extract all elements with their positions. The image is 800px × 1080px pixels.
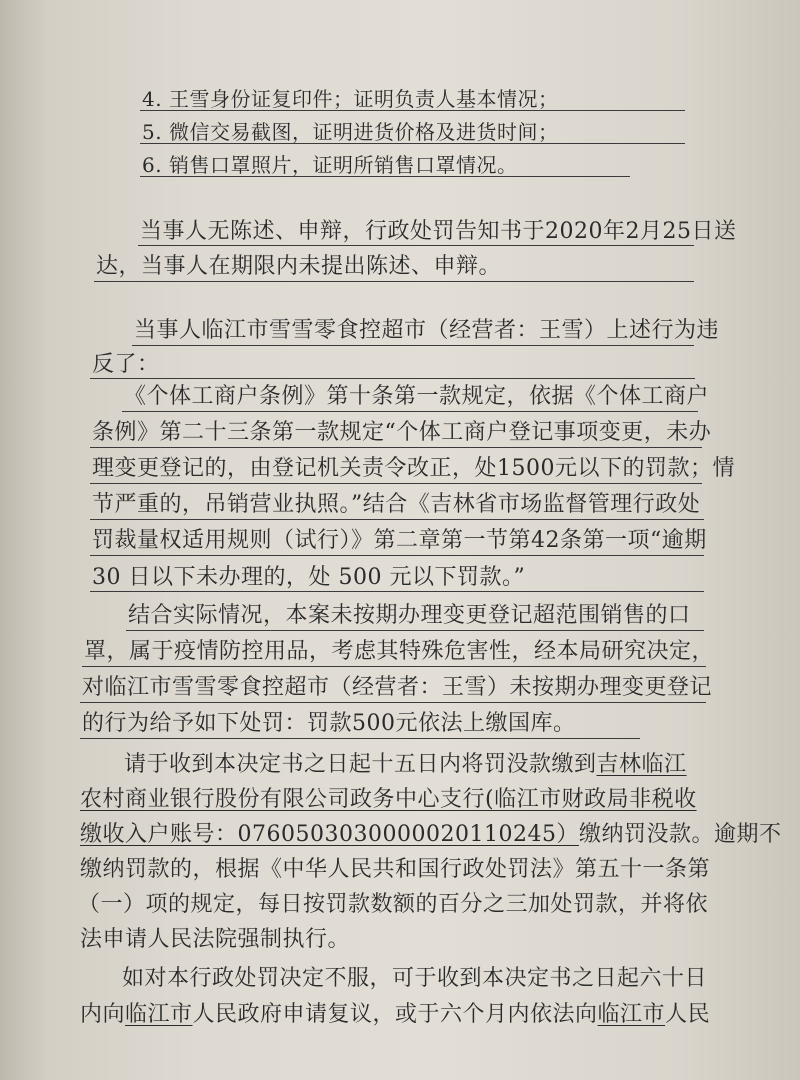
decision-line-4: 的行为给予如下处罚：罚款500元依法上缴国库。 [82, 711, 576, 736]
underline [82, 666, 706, 667]
underline [138, 245, 694, 246]
appeal-line-2 [80, 1002, 710, 1028]
payment-line-1 [124, 752, 687, 778]
statement-line-1: 当事人无陈述、申辩，行政处罚告知书于2020年2月25日送 [140, 219, 737, 244]
appeal-text: 人民 [665, 1002, 711, 1027]
underline [90, 555, 704, 556]
evidence-item-5: 5. 微信交易截图，证明进货价格及进货时间； [142, 120, 559, 144]
appeal-text: 内向 [80, 1002, 126, 1027]
statement-line-2: 达，当事人在期限内未提出陈述、申辩。 [96, 254, 502, 279]
regulation-line-4: 节严重的，吊销营业执照。”结合《吉林省市场监督管理行政处 [92, 492, 701, 517]
city-name-underlined: 临江市 [125, 1002, 193, 1027]
underline [90, 378, 695, 379]
underline [140, 143, 685, 144]
underline [126, 630, 704, 631]
decision-line-2: 罩，属于疫情防控用品，考虑其特殊危害性，经本局研究决定， [84, 639, 715, 664]
regulation-line-2: 条例》第二十三条第一款规定“个体工商户登记事项变更，未办 [92, 420, 712, 445]
underline [140, 110, 685, 111]
payment-line-4: 缴纳罚款的，根据《中华人民共和国行政处罚法》第五十一条第 [80, 857, 711, 882]
bank-name-underlined: 农村商业银行股份有限公司政务中心支行(临江市财政局非税收 [80, 787, 697, 812]
evidence-item-4: 4. 王雪身份证复印件；证明负责人基本情况； [142, 87, 559, 111]
underline [140, 176, 630, 177]
regulation-line-3: 理变更登记的，由登记机关责令改正，处1500元以下的罚款；情 [92, 456, 735, 481]
appeal-text: 人民政府申请复议，或于六个月内依法向 [192, 1002, 598, 1027]
decision-line-1: 结合实际情况，本案未按期办理变更登记超范围销售的口 [128, 603, 691, 628]
payment-line-3 [80, 822, 781, 848]
city-name-underlined: 临江市 [597, 1002, 666, 1027]
regulation-line-5: 罚裁量权适用规则（试行）》第二章第一节第42条第一项“逾期 [92, 528, 707, 553]
payment-line-5: （一）项的规定，每日按罚款数额的百分之三加处罚款，并将依 [78, 892, 709, 917]
underline [80, 702, 706, 703]
underline [94, 281, 694, 282]
violation-line-1: 当事人临江市雪雪零食控超市（经营者：王雪）上述行为违 [134, 318, 720, 343]
underline [90, 591, 704, 592]
decision-line-3: 对临江市雪雪零食控超市（经营者：王雪）未按期办理变更登记 [82, 675, 713, 700]
underline [90, 519, 704, 520]
payment-line-6: 法申请人民法院强制执行。 [80, 927, 351, 952]
underline [132, 345, 694, 346]
violation-line-2: 反了： [92, 352, 160, 377]
bank-name-underlined: 吉林临江 [596, 752, 687, 777]
payment-text: 请于收到本决定书之日起十五日内将罚没款缴到 [124, 752, 597, 777]
underline [90, 447, 702, 448]
appeal-line-1: 如对本行政处罚决定不服，可于收到本决定书之日起六十日 [122, 966, 708, 991]
account-number-underlined: 缴收入户账号：07605030300000201102​45） [80, 822, 579, 847]
regulation-line-1: 《个体工商户条例》第十条第一款规定，依据《个体工商户 [124, 384, 710, 409]
underline [122, 411, 698, 412]
regulation-line-6: 30 日以下未办理的，处 500 元以下罚款。” [92, 565, 526, 590]
underline [90, 483, 702, 484]
payment-text: 缴纳罚没款。逾期不 [578, 822, 782, 847]
payment-line-2 [80, 787, 697, 813]
underline [80, 738, 640, 739]
evidence-item-6: 6. 销售口罩照片，证明所销售口罩情况。 [142, 153, 518, 177]
